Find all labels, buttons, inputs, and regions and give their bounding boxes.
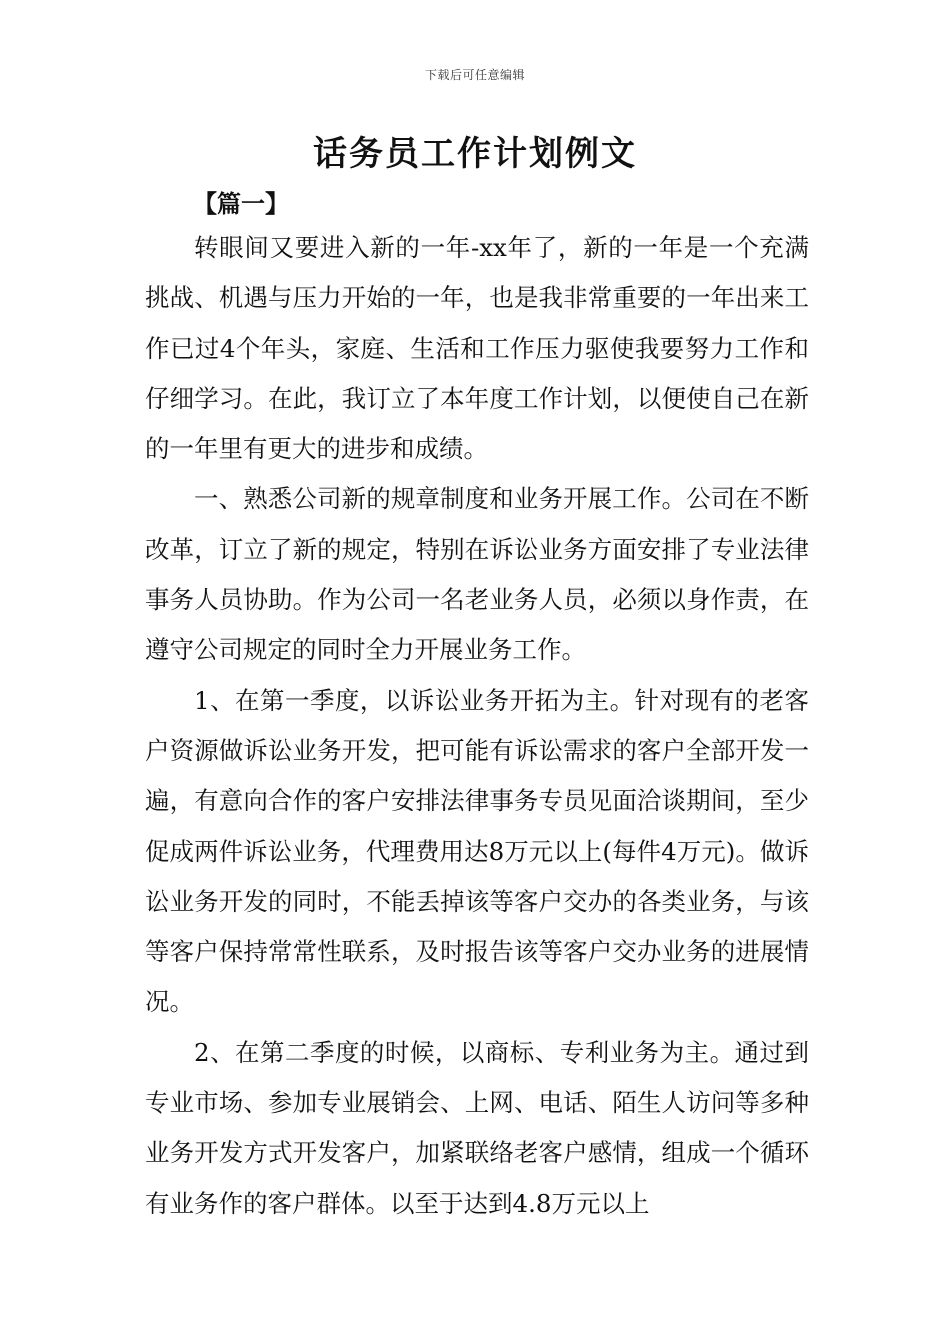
document-title: 话务员工作计划例文 bbox=[313, 134, 637, 174]
section-label: 【篇一】 bbox=[193, 189, 289, 218]
page-header-note: 下载后可任意编辑 bbox=[424, 68, 525, 82]
paragraph-q2: 2、在第二季度的时候，以商标、专利业务为主。通过到专业市场、参加专业展销会、上网、电话、陌生人访问等多种业务开发方式开发客户，加紧联络老客户感情，组成一个循环有业务作的客户群体。以至于达到4.8万元以上 bbox=[145, 1037, 809, 1218]
paragraph-intro: 转眼间又要进入新的一年-xx年了，新的一年是一个充满挑战、机遇与压力开始的一年，也是我非常重要的一年出来工作已过4个年头，家庭、生活和工作压力驱使我要努力工作和仔细学习。在此，我订立了本年度工作计划，以便使自己在新的一年里有更大的进步和成绩。 bbox=[145, 233, 809, 464]
paragraph-point-1: 一、熟悉公司新的规章制度和业务开展工作。公司在不断改革，订立了新的规定，特别在诉讼业务方面安排了专业法律事务人员协助。作为公司一名老业务人员，必须以身作责，在遵守公司规定的同时全力开展业务工作。 bbox=[145, 484, 809, 665]
document-body bbox=[145, 223, 809, 1229]
paragraph-q1: 1、在第一季度，以诉讼业务开拓为主。针对现有的老客户资源做诉讼业务开发，把可能有诉讼需求的客户全部开发一遍，有意向合作的客户安排法律事务专员见面洽谈期间，至少促成两件诉讼业务，代理费用达8万元以上(每件4万元)。做诉讼业务开发的同时，不能丢掉该等客户交办的各类业务，与该等客户保持常常性联系，及时报告该等客户交办业务的进展情况。 bbox=[145, 685, 809, 1017]
